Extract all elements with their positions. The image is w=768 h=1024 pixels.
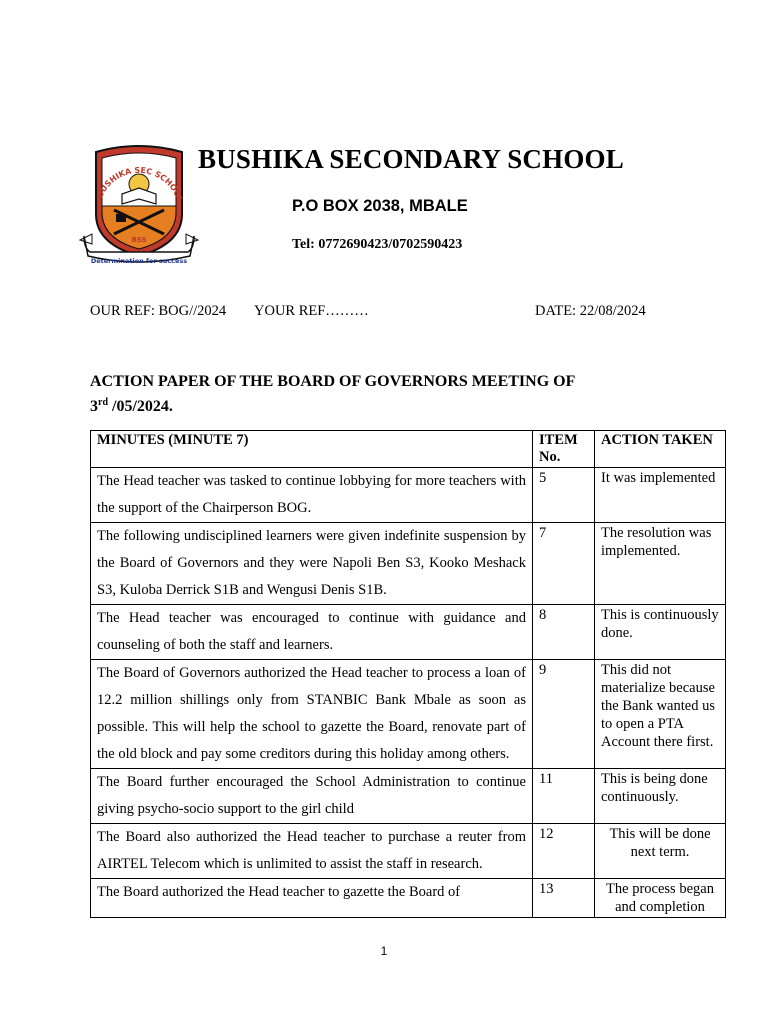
document-title (90, 369, 730, 419)
minute-cell: The Head teacher was encouraged to continue with guidance and counseling of both the staff and learners. (91, 605, 533, 660)
minute-cell: The Board of Governors authorized the Head teacher to process a loan of 12.2 million shillings only from STANBIC Bank Mbale as soon as possible. This will help the school to gazette the Board, renovate part of the old block and pay some creditors during this holiday among others. (91, 660, 533, 769)
action-cell: This did not materialize because the Bank wanted us to open a PTA Account there first. (595, 660, 726, 769)
header-minutes: MINUTES (MINUTE 7) (91, 431, 533, 468)
minute-cell: The Board also authorized the Head teacher to purchase a reuter from AIRTEL Telecom which is unlimited to assist the staff in research. (91, 824, 533, 879)
school-name: BUSHIKA SECONDARY SCHOOL (198, 144, 624, 174)
title-date-rest: /05/2024. (108, 398, 173, 415)
action-cell: This is continuously done. (595, 605, 726, 660)
minute-cell: The Board further encouraged the School Administration to continue giving psycho-socio support to the girl child (91, 769, 533, 824)
action-cell: The resolution was implemented. (595, 523, 726, 605)
action-cell: This is being done continuously. (595, 769, 726, 824)
po-box-address: P.O BOX 2038, MBALE (292, 197, 468, 215)
logo-arc-text: BUSHIKA SEC SCHOOL (95, 165, 185, 204)
telephone: Tel: 0772690423/0702590423 (292, 237, 463, 252)
title-ordinal: rd (98, 397, 108, 408)
action-cell: The process began and completion (595, 879, 726, 918)
header-action-taken: ACTION TAKEN (595, 431, 726, 468)
item-cell: 5 (533, 468, 595, 523)
table-row (91, 605, 726, 660)
table-header-row (91, 431, 726, 468)
table-row (91, 824, 726, 879)
minute-cell: The Board authorized the Head teacher to gazette the Board of (91, 879, 533, 918)
page-number: 1 (380, 944, 388, 958)
document-date: DATE: 22/08/2024 (535, 303, 646, 319)
table-row (91, 769, 726, 824)
school-crest-icon (78, 144, 200, 272)
table-row (91, 660, 726, 769)
item-cell: 13 (533, 879, 595, 918)
table-row (91, 879, 726, 918)
logo-motto: Determination for success (90, 257, 188, 265)
our-ref: OUR REF: BOG//2024 (90, 303, 227, 319)
item-cell: 12 (533, 824, 595, 879)
action-cell: This will be done next term. (595, 824, 726, 879)
item-cell: 7 (533, 523, 595, 605)
table-row (91, 468, 726, 523)
header-item-no: ITEM No. (533, 431, 595, 468)
item-cell: 8 (533, 605, 595, 660)
logo-initials: BSS (131, 236, 147, 244)
table-row (91, 523, 726, 605)
title-line-1: ACTION PAPER OF THE BOARD OF GOVERNORS MEETING OF (90, 373, 576, 390)
action-table (90, 430, 726, 918)
minute-cell: The following undisciplined learners were given indefinite suspension by the Board of Governors and they were Napoli Ben S3, Kooko Meshack S3, Kuloba Derrick S1B and Wengusi Denis S1B. (91, 523, 533, 605)
item-cell: 9 (533, 660, 595, 769)
action-cell: It was implemented (595, 468, 726, 523)
minute-cell: The Head teacher was tasked to continue lobbying for more teachers with the support of the Chairperson BOG. (91, 468, 533, 523)
your-ref: YOUR REF……… (254, 303, 369, 319)
title-day: 3 (90, 398, 98, 415)
item-cell: 11 (533, 769, 595, 824)
